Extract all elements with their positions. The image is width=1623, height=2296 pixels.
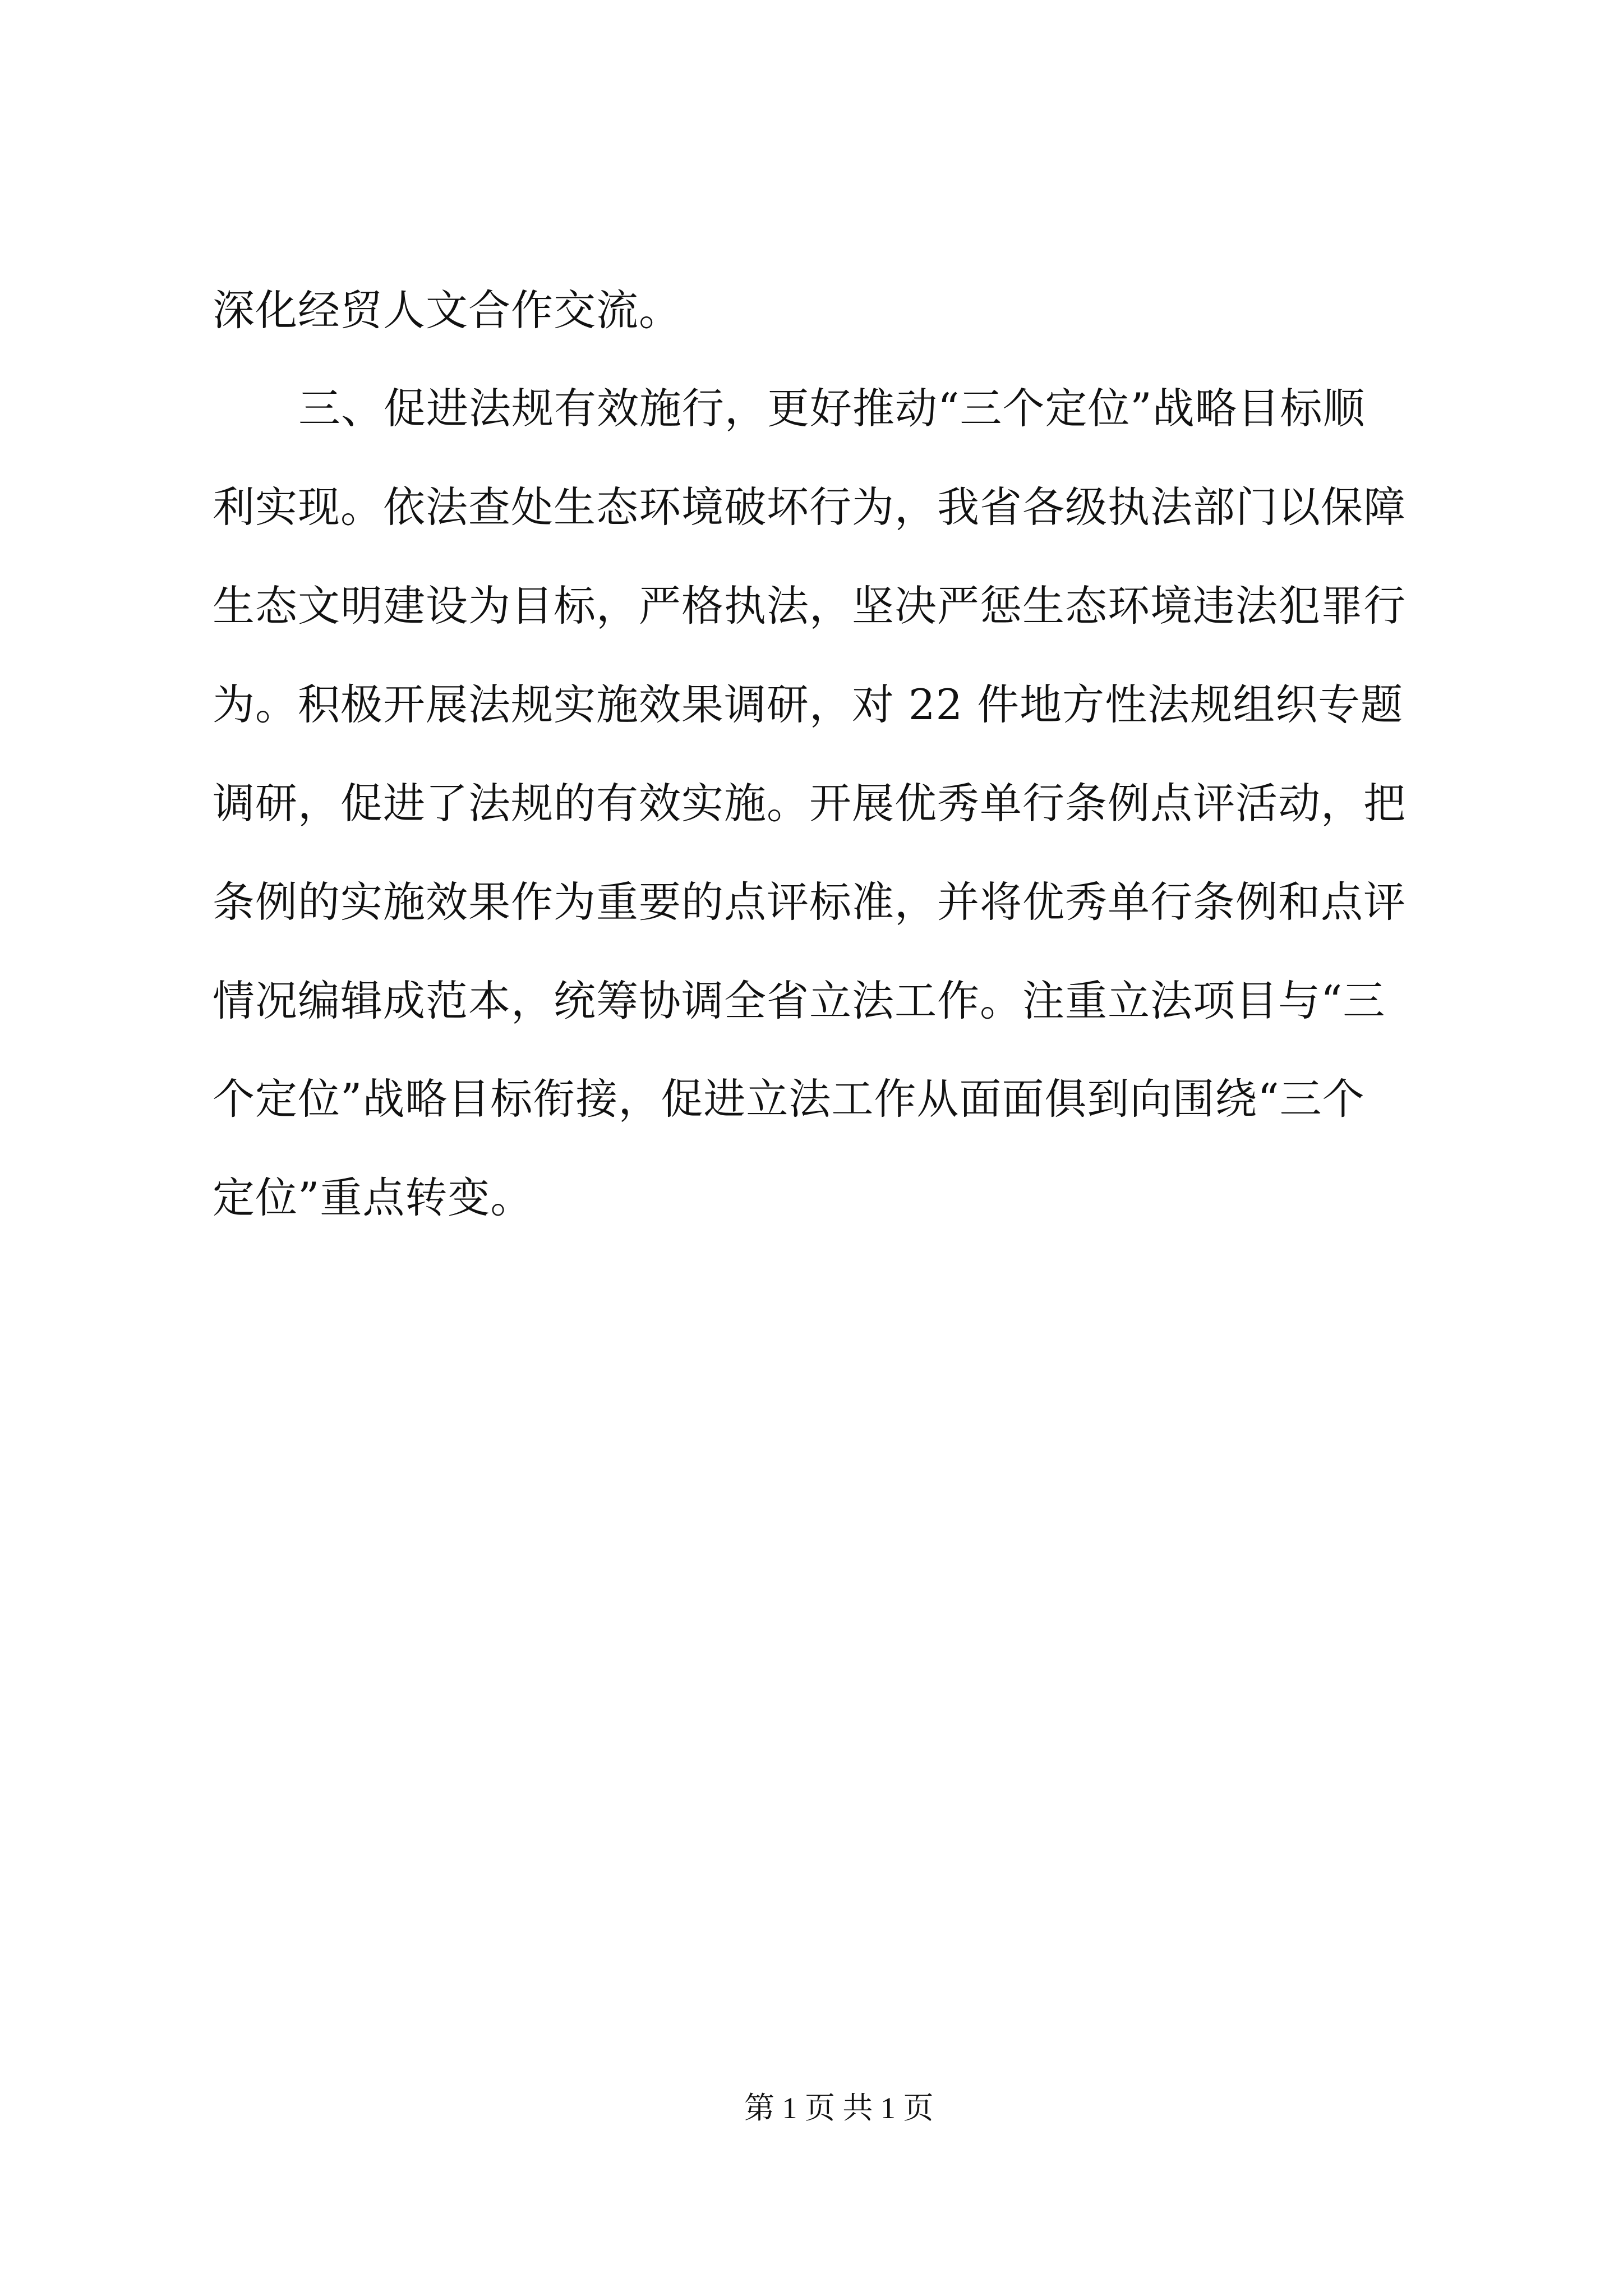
paragraph-line-6: 调研，促进了法规的有效实施。开展优秀单行条例点评活动，把 — [213, 779, 1407, 828]
paragraph-line-3: 利实现。依法查处生态环境破坏行为，我省各级执法部门以保障 — [213, 482, 1407, 532]
paragraph-line-4: 生态文明建设为目标，严格执法，坚决严惩生态环境违法犯罪行 — [213, 581, 1407, 631]
paragraph-line-10: 定位”重点转变。 — [213, 1173, 533, 1222]
page-footer: 第 1 页 共 1 页 — [744, 2091, 934, 2125]
paragraph-line-8: 情况编辑成范本，统筹协调全省立法工作。注重立法项目与“三 — [213, 976, 1386, 1025]
paragraph-line-9: 个定位”战略目标衔接，促进立法工作从面面俱到向围绕“三个 — [213, 1074, 1365, 1124]
paragraph-line-5: 为。积极开展法规实施效果调研，对 22 件地方性法规组织专题 — [213, 680, 1404, 729]
paragraph-line-1: 深化经贸人文合作交流。 — [213, 286, 682, 335]
paragraph-line-7: 条例的实施效果作为重要的点评标准，并将优秀单行条例和点评 — [213, 877, 1407, 927]
paragraph-line-2: 三、促进法规有效施行，更好推动“三个定位”战略目标顺 — [298, 384, 1366, 433]
